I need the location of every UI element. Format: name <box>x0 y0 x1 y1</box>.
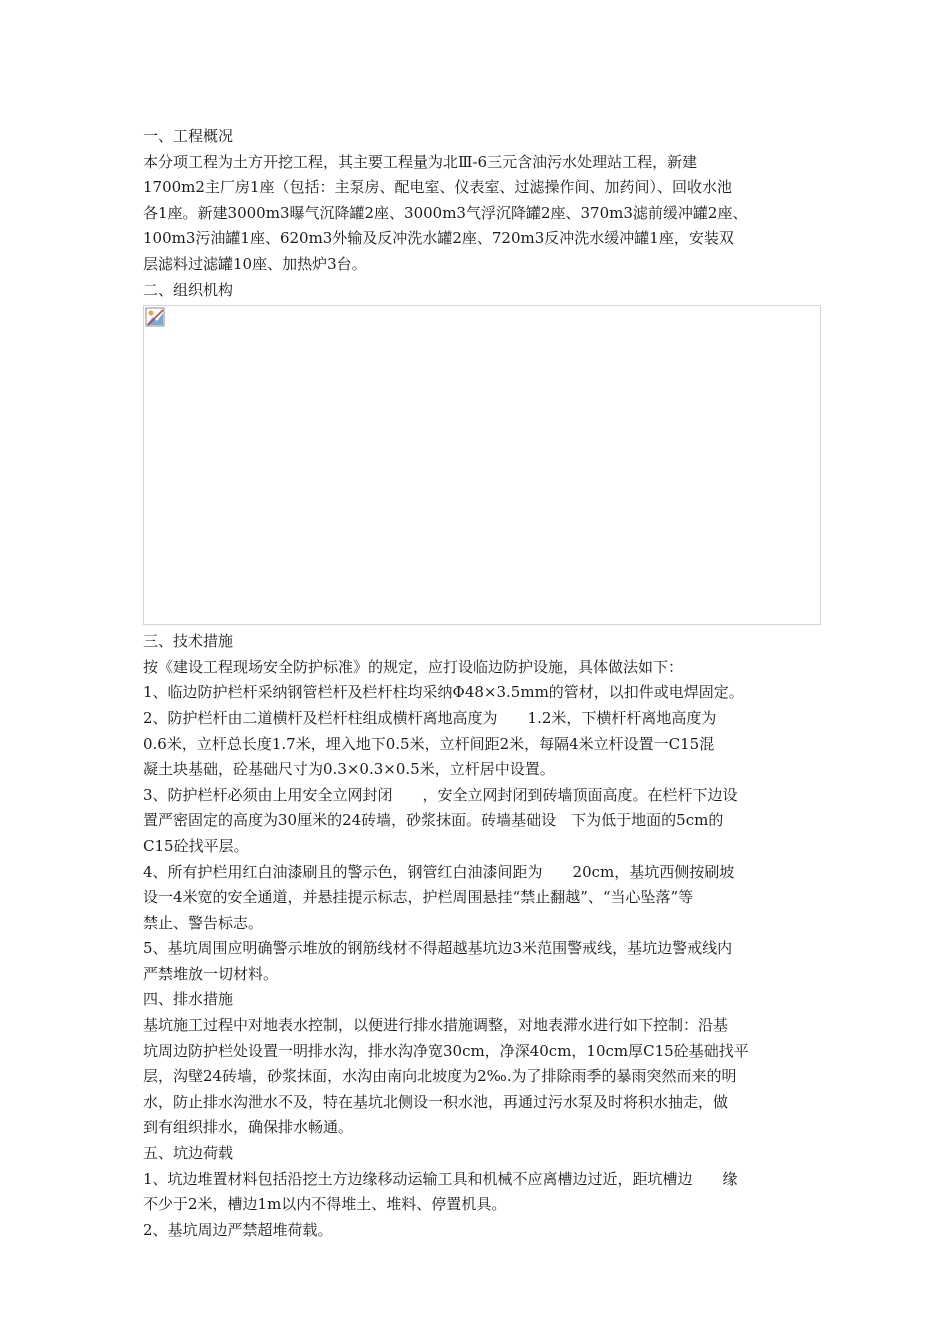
section-2-heading: 二、组织机构 <box>143 280 234 299</box>
paragraph-line: 100m3污油罐1座、620m3外输及反冲洗水罐2座、720m3反冲洗水缓冲罐1座，安装双 <box>143 229 734 248</box>
paragraph-line: 各1座。新建3000m3曝气沉降罐2座、3000m3气浮沉降罐2座、370m3滤前缓冲罐2座、 <box>143 203 748 222</box>
paragraph-line: C15砼找平层。 <box>143 836 249 855</box>
paragraph-line: 5、基坑周围应明确警示堆放的钢筋线材不得超越基坑边3米范围警戒线，基坑边警戒线内 <box>143 939 733 958</box>
paragraph-line: 层，沟壁24砖墙，砂浆抹面，水沟由南向北坡度为2‰.为了排除雨季的暴雨突然而来的明 <box>143 1067 737 1086</box>
paragraph-line: 2、防护栏杆由二道横杆及栏杆柱组成横杆离地高度为 1.2米，下横杆杆离地高度为 <box>143 708 717 727</box>
section-3-heading: 三、技术措施 <box>143 632 234 651</box>
paragraph-line: 按《建设工程现场安全防护标准》的规定，应打设临边防护设施，具体做法如下： <box>143 657 684 676</box>
paragraph-line: 本分项工程为土方开挖工程，其主要工程量为北Ⅲ-6三元含油污水处理站工程，新建 <box>143 152 698 171</box>
section-1-body <box>143 150 823 278</box>
broken-image-icon <box>145 307 165 327</box>
paragraph-line: 水，防止排水沟泄水不及，特在基坑北侧设一积水池，再通过污水泵及时将积水抽走，做 <box>143 1092 729 1111</box>
section-5-heading: 五、坑边荷载 <box>143 1144 234 1163</box>
document-page <box>143 124 823 1243</box>
paragraph-line: 基坑施工过程中对地表水控制，以便进行排水措施调整，对地表滞水进行如下控制：沿基 <box>143 1016 729 1035</box>
paragraph-line: 1、临边防护栏杆采纳钢管栏杆及栏杆柱均采纳Φ48×3.5mm的管材，以扣件或电焊固定。 <box>143 683 744 702</box>
paragraph-line: 坑周边防护栏处设置一明排水沟，排水沟净宽30cm，净深40cm，10cm厚C15砼基础找平 <box>143 1041 749 1060</box>
paragraph-line: 2、基坑周边严禁超堆荷载。 <box>143 1220 333 1239</box>
section-5-body <box>143 1167 823 1244</box>
paragraph-line: 不少于2米，槽边1m以内不得堆土、堆料、停置机具。 <box>143 1195 507 1214</box>
paragraph-line: 1、坑边堆置材料包括沿挖土方边缘移动运输工具和机械不应离槽边过近，距坑槽边 缘 <box>143 1169 738 1188</box>
paragraph-line: 禁止、警告标志。 <box>143 913 264 932</box>
paragraph-line: 设一4米宽的安全通道，并悬挂提示标志，护栏周围悬挂“禁止翻越”、“当心坠落”等 <box>143 888 694 907</box>
org-chart-image-placeholder <box>143 305 821 625</box>
paragraph-line: 凝土块基础，砼基础尺寸为0.3×0.3×0.5米，立杆居中设置。 <box>143 760 555 779</box>
paragraph-line: 3、防护栏杆必须由上用安全立网封闭 ，安全立网封闭到砖墙顶面高度。在栏杆下边设 <box>143 785 738 804</box>
section-4-heading: 四、排水措施 <box>143 990 234 1009</box>
paragraph-line: 到有组织排水，确保排水畅通。 <box>143 1118 354 1137</box>
section-3-body <box>143 655 823 988</box>
paragraph-line: 4、所有护栏用红白油漆刷且的警示色，钢管红白油漆间距为 20cm，基坑西侧按刷坡 <box>143 862 735 881</box>
paragraph-line: 置严密固定的高度为30厘米的24砖墙，砂浆抹面。砖墙基础设 下为低于地面的5cm的 <box>143 811 724 830</box>
paragraph-line: 1700m2主厂房1座（包括：主泵房、配电室、仪表室、过滤操作间、加药间）、回收水池 <box>143 178 732 197</box>
paragraph-line: 严禁堆放一切材料。 <box>143 964 279 983</box>
section-4-body <box>143 1013 823 1141</box>
paragraph-line: 层滤料过滤罐10座、加热炉3台。 <box>143 254 367 273</box>
paragraph-line: 0.6米，立杆总长度1.7米，埋入地下0.5米，立杆间距2米，每隔4米立杆设置一C15混 <box>143 734 715 753</box>
section-1-heading: 一、工程概况 <box>143 127 234 145</box>
